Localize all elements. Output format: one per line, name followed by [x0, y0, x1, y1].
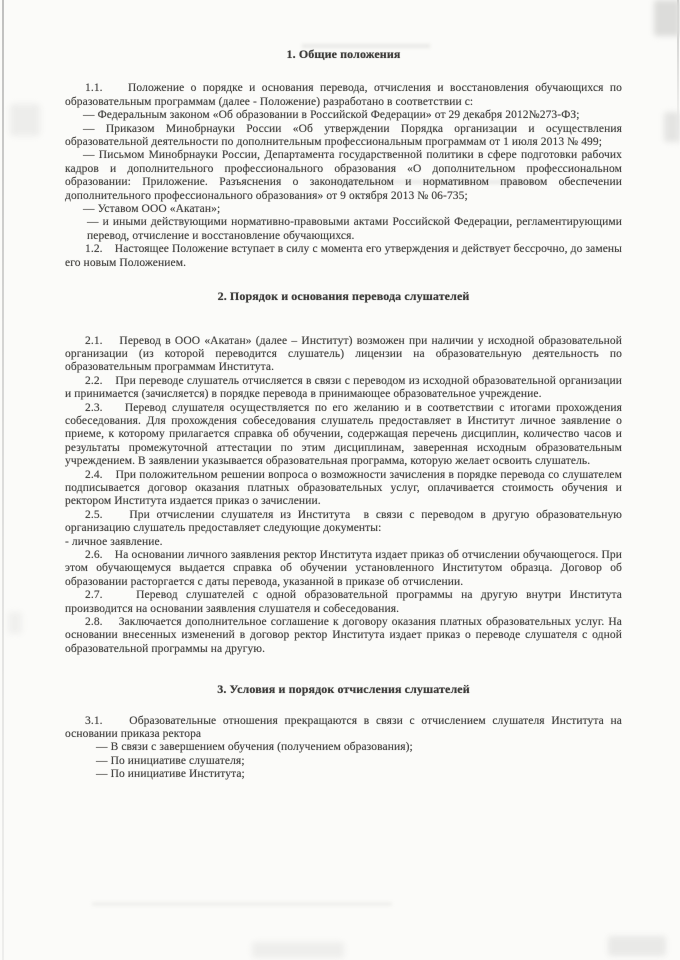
paragraph-2-3: 2.3. Перевод слушателя осуществляется по его желанию и в соответствии с итогами прохождения собеседования. Для прохождения собеседования слушатель предоставляет в Институт личное заявление о приеме, к которому прилагается справка об обучении, содержащая перечень дисциплин, количество часов и результаты промежуточной аттестации по этим дисциплинам, заверенная исходным образовательным учреждением. В заявлении указывается образовательная программа, которую желает освоить слушатель. — [65, 401, 622, 468]
list-item-pismo-minobr: — Письмом Минобрнауки России, Департамента государственной политики в сфере подготовки рабочих кадров и дополнительного профессионального образования «О дополнительном профессиональном образовании: Приложение. Разъяснения о законодательном и нормативном правовом обеспечении дополнительного профессионального образования» от 9 октября 2013 № 06-735; — [65, 149, 622, 202]
list-item-prikaz-minobr: — Приказом Минобрнауки России «Об утверждении Порядка организации и осуществления образовательной деятельности по дополнительным профессиональным программам от 1 июля 2013 № 499; — [65, 122, 622, 149]
scan-artifact — [608, 936, 666, 956]
scan-artifact — [654, 0, 680, 36]
paragraph-1-1: 1.1. Положение о порядке и основания перевода, отчисления и восстановления обучающихся по образовательным программам (далее - Положение) разработано в соответствии с: — [65, 82, 622, 108]
paragraph-2-7: 2.7. Перевод слушателей с одной образовательной программы на другую внутри Института производится на основании заявления слушателя и собеседования. — [65, 589, 622, 615]
list-item-student-initiative: — По инициативе слушателя; — [96, 754, 245, 767]
list-item-completion: — В связи с завершением обучения (получением образования); — [96, 741, 413, 754]
paragraph-1-2: 1.2. Настоящее Положение вступает в силу с момента его утверждения и действует бессрочно, до замены его новым Положением. — [65, 243, 622, 269]
paragraph-2-1: 2.1. Перевод в ООО «Акатан» (далее – Институт) возможен при наличии у исходной образовательной организации (из которой переводится слушатель) лицензии на образовательную деятельность по образовательным программам Института. — [65, 334, 622, 374]
list-item-ustav: — Уставом ООО «Акатан»; — [83, 203, 221, 216]
section-heading-transfer: 2. Порядок и основания перевода слушателей — [217, 289, 470, 304]
scan-artifact — [8, 612, 22, 634]
paragraph-2-6: 2.6. На основании личного заявления ректор Института издает приказ об отчислении обучающегося. При этом обучающемуся выдается справка об обучении установленного Институтом образца. Договор об образовании расторгается с даты перевода, указанной в приказе об отчислении. — [65, 549, 622, 588]
paragraph-2-4: 2.4. При положительном решении вопроса о возможности зачисления в порядке перевода со слушателем подписывается договор оказания платных образовательных услуг, оплачивается стоимость обучения и ректором Института издается приказ о зачислении. — [65, 468, 622, 508]
paragraph-2-5: 2.5. При отчислении слушателя из Института в связи с переводом в другую образовательную организацию слушатель предоставляет следующие документы: — [65, 508, 622, 535]
scan-artifact — [252, 942, 344, 958]
paragraph-2-8: 2.8. Заключается дополнительное соглашение к договору оказания платных образовательных услуг. На основании внесенных изменений в договор ректор Института издает приказ о переводе слушателя с одной образовательной программы на другую. — [65, 616, 622, 655]
section-heading-expulsion: 3. Условия и порядок отчисления слушателей — [217, 682, 470, 697]
scan-artifact — [92, 902, 392, 906]
paragraph-3-1: 3.1. Образовательные отношения прекращаются в связи с отчислением слушателя Института на основании приказа ректора — [65, 714, 622, 741]
scan-artifact — [10, 104, 40, 136]
document-body — [65, 48, 622, 782]
scan-edge-line-left — [2, 0, 4, 960]
section-heading-general: 1. Общие положения — [286, 47, 401, 61]
scan-artifact — [664, 112, 680, 142]
list-item-federal-law: — Федеральным законом «Об образовании в Российской Федерации» от 29 декабря 2012№273-ФЗ; — [83, 109, 580, 122]
paragraph-2-2: 2.2. При переводе слушатель отчисляется в связи с переводом из исходной образовательной организации и принимается (зачисляется) в порядке перевода в принимающее образовательное учреждение. — [65, 374, 622, 401]
list-item-institute-initiative: — По инициативе Института; — [96, 768, 245, 781]
list-item-other-acts: — и иными действующими нормативно-правовыми актами Российской Федерации, регламентирующими перевод, отчисление и восстановление обучающихся. — [87, 216, 622, 242]
list-item-personal-statement: - личное заявление. — [65, 535, 163, 548]
